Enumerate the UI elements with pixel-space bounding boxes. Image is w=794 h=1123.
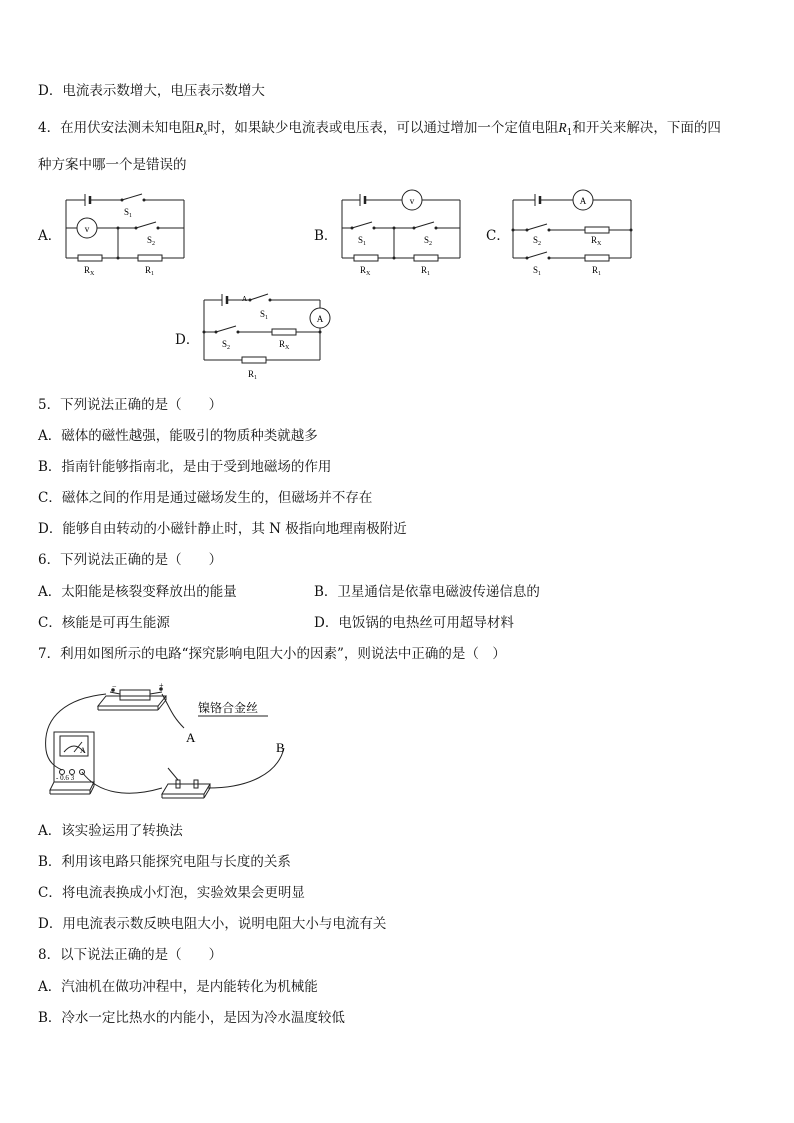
circuit-d-label: D． bbox=[175, 332, 200, 348]
minus-terminal: − bbox=[112, 682, 117, 691]
q6-option-c: C．核能是可再生能源 bbox=[38, 615, 170, 631]
q7-stem: 7．利用如图所示的电路“探究影响电阻大小的因素”，则说法中正确的是（ ） bbox=[38, 646, 506, 662]
q6-option-a: A．太阳能是核裂变释放出的能量 bbox=[38, 584, 237, 600]
q4-stem-b: 时，如果缺少电流表或电压表，可以通过增加一个定值电阻 bbox=[207, 120, 559, 136]
point-a-label: A bbox=[186, 730, 196, 745]
q6-option-d: D．电饭锅的电热丝可用超导材料 bbox=[314, 615, 514, 631]
q5-stem: 5．下列说法正确的是（ ） bbox=[38, 397, 223, 413]
q4-stem-line2: 种方案中哪一个是错误的 bbox=[38, 157, 187, 173]
q8-stem: 8．以下说法正确的是（ ） bbox=[38, 947, 223, 963]
point-b-label: B bbox=[276, 740, 285, 755]
q7-option-a: A．该实验运用了转换法 bbox=[38, 823, 183, 839]
rx-subscript: x bbox=[203, 127, 208, 137]
rx-label: $R_X$ bbox=[84, 265, 95, 277]
nichrome-wire-label: 镍铬合金丝 bbox=[198, 701, 259, 715]
q4-stem-a: 4．在用伏安法测未知电阻 bbox=[38, 120, 196, 136]
ammeter-symbol: A bbox=[579, 196, 587, 206]
s1-label: $S_1$ bbox=[124, 207, 133, 219]
s1-label: $S_1$ bbox=[533, 265, 542, 277]
ammeter-scale-label: - 0.6 3 bbox=[56, 774, 75, 782]
s2-label: $S_2$ bbox=[222, 339, 231, 351]
rx-symbol: R bbox=[195, 120, 204, 135]
q8-option-a: A．汽油机在做功冲程中，是内能转化为机械能 bbox=[38, 979, 318, 995]
circuit-diagram-d bbox=[196, 288, 336, 384]
ammeter-dial-letter: A bbox=[80, 746, 86, 755]
q4-stem-line1 bbox=[38, 119, 721, 142]
s2-label: $S_2$ bbox=[533, 235, 542, 247]
q7-option-b: B．利用该电路只能探究电阻与长度的关系 bbox=[38, 854, 291, 870]
q6-option-b: B．卫星通信是依靠电磁波传递信息的 bbox=[314, 584, 540, 600]
rx-label: $R_X$ bbox=[360, 265, 371, 277]
circuit-b-label: B． bbox=[314, 228, 338, 244]
q5-option-c: C．磁体之间的作用是通过磁场发生的，但磁场并不存在 bbox=[38, 490, 373, 506]
q3-option-d: D．电流表示数增大，电压表示数增大 bbox=[38, 83, 265, 99]
q6-stem: 6．下列说法正确的是（ ） bbox=[38, 552, 223, 568]
r1-label: $R_1$ bbox=[248, 369, 258, 381]
r1-subscript: 1 bbox=[566, 128, 573, 138]
r1-symbol: R bbox=[558, 120, 567, 135]
q5-option-a: A．磁体的磁性越强，能吸引的物质种类就越多 bbox=[38, 428, 318, 444]
circuit-diagram-a bbox=[58, 186, 194, 280]
voltmeter-symbol: v bbox=[409, 196, 415, 206]
s1-label: $S_1$ bbox=[260, 309, 269, 321]
ammeter-symbol: A bbox=[316, 314, 324, 324]
plus-terminal: + bbox=[159, 681, 164, 690]
q7-option-c: C．将电流表换成小灯泡，实验效果会更明显 bbox=[38, 885, 305, 901]
rx-label: $R_X$ bbox=[591, 235, 602, 247]
circuit-diagram-b bbox=[334, 186, 470, 280]
q4-stem-c: 和开关来解决，下面的四 bbox=[572, 120, 721, 136]
r1-label: $R_1$ bbox=[421, 265, 431, 277]
s1-label: $S_1$ bbox=[358, 235, 367, 247]
q5-option-d: D．能够自由转动的小磁针静止时，其 N 极指向地理南极附近 bbox=[38, 521, 407, 537]
r1-label: $R_1$ bbox=[145, 265, 155, 277]
voltmeter-symbol: v bbox=[84, 224, 90, 234]
q8-option-b: B．冷水一定比热水的内能小，是因为冷水温度较低 bbox=[38, 1010, 345, 1026]
circuit-diagram-c bbox=[505, 186, 641, 280]
q7-option-d: D．用电流表示数反映电阻大小，说明电阻大小与电流有关 bbox=[38, 916, 387, 932]
circuit-c-label: C． bbox=[486, 228, 510, 244]
rx-label: $R_X$ bbox=[279, 339, 290, 351]
circuit-a-label: A． bbox=[38, 228, 62, 244]
q5-option-b: B．指南针能够指南北，是由于受到地磁场的作用 bbox=[38, 459, 332, 475]
r1-label: $R_1$ bbox=[592, 265, 602, 277]
tap-a-label: A bbox=[242, 295, 248, 303]
s2-label: $S_2$ bbox=[147, 235, 156, 247]
s2-label: $S_2$ bbox=[424, 235, 433, 247]
experiment-illustration bbox=[38, 676, 300, 804]
